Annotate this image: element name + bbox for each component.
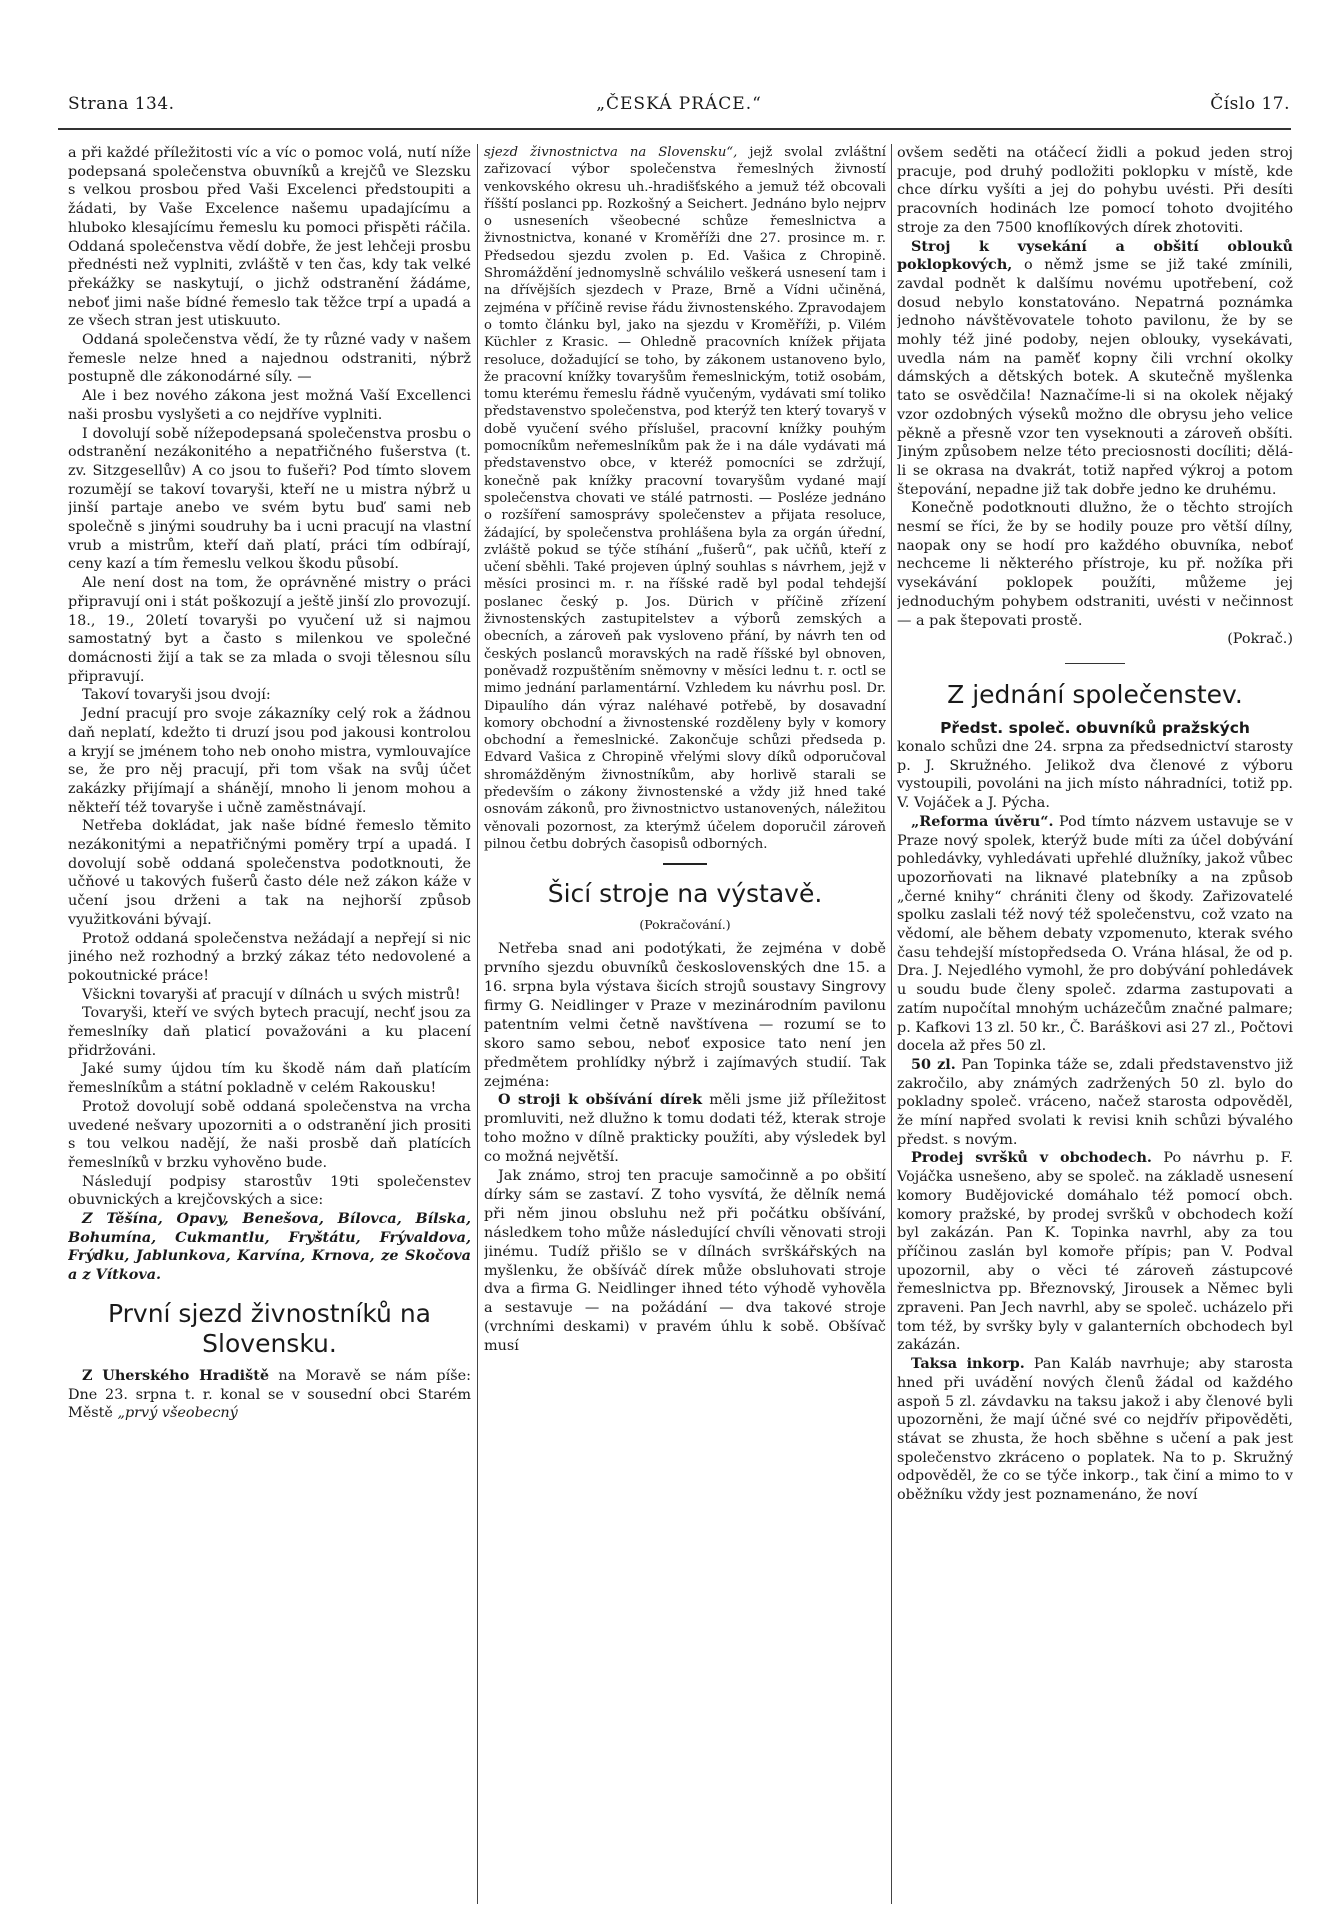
- paragraph: Netřeba snad ani podotýkati, že zejména v době prvního sjezdu obuvníků československých dne 15. a 16. srpna byla výstava šicích strojů soustavy Singrovy firmy G. Neidlinger v Praze v mezinárodním pavilonu patentním velmi četně navštívena — rozumí se to skoro samo sebou, neboť exposice tato není jen předmětem prohlídky nýbrž i zajímavých studií. Tak zejména:: [484, 941, 886, 1090]
- signatures: Z Těšína, Opavy, Benešova, Bílovca, Bílska, Bohumína, Cukmantlu, Fryštátu, Frývaldova, Frýdku, Jablunkova, Karvína, Krnova, ze Skočova a z Vítkova.: [68, 1210, 471, 1284]
- run-in-heading: Prodej svršků v obchodech.: [911, 1149, 1152, 1167]
- page-header: [68, 94, 1290, 122]
- italic-phrase: sjezd živnostnictva na Slovensku“,: [484, 145, 738, 160]
- run-in-heading: O stroji k obšívání dírek: [498, 1091, 703, 1109]
- paragraph: Pod tímto názvem ustavuje se v Praze nový spolek, kterýž bude míti za účel dobývání pohledávky, vyhledávati upřehlé dlužníky, jakož vůbec upozorňovati na liknavé platebníky a na způsob „černé knihy“ chrániti členy od škody. Zařizovatelé spolku zaslali též nový též společenstvu, což vzato na vědomí, ale během debaty vzpomenuto, kterak svého času tehdejší místopředseda O. Vrána hlásal, že od p. Dra. J. Nejedlého vymohl, že pro dobývání pohledávek u soudu bude členy společ. zdarma zastupovati a zatím nupočítal mnohým ucházečům značné palmare; p. Kafkovi 13 zl. 50 kr., Č. Baráškovi asi 27 zl., Počtovi docela až přes 50 zl.: [897, 813, 1293, 1055]
- paragraph: na Moravě se nám píše: Dne 23. srpna t. r. konal se v sousední obci Starém Městě: [68, 1367, 471, 1422]
- run-in-heading: „Reforma úvěru“.: [911, 812, 1054, 830]
- paragraph: Všickni tovaryši ať pracují v dílnách u svých mistrů!: [82, 986, 461, 1003]
- separator: [1065, 663, 1125, 664]
- paragraph: Takoví tovaryši jsou dvojí:: [82, 687, 271, 704]
- paragraph: Protož oddaná společenstva nežádají a nepřejí si nic jiného než rozhodný a brzký zákaz této nedovolené a pokoutnické práce!: [68, 930, 471, 984]
- separator: [663, 863, 707, 865]
- paragraph: Konečně podotknouti dlužno, že o těchto strojích nesmí se říci, že by se hodily pouze pro větší dílny, naopak ony se hodí pro každého obuvníka, neboť nechceme li některého přístroje, ku př. nožíka při vysekávání poklopek použíti, můžeme jej jednoduchým pohybem odstraniti, uvésti v nečinnost — a pak štepovati prostě.: [897, 500, 1293, 629]
- paragraph: Jední pracují pro svoje zákazníky celý rok a žádnou daň neplatí, kdežto ti druzí jsou pod jakousi kontrolou a kryjí se jménem toho neb onoho mistra, vymlouvajíce se, že pro něj pracují, při tom však na svůj účet zakázky přijímají a shánějí, mnoho li jenom mohou a někteří též tovaryše i učně zaměstnávají.: [68, 706, 471, 816]
- paragraph: měli jsme již příležitost promluviti, než dlužno k tomu dodati též, kterak stroje toho možno v dílně prakticky použíti, aby výsledek byl co možná největší.: [484, 1092, 886, 1166]
- paragraph: Oddaná společenstva vědí, že ty různé vady v našem řemesle nelze hned a najednou odstraniti, nýbrž postupně dle zákonodárné síly. —: [68, 332, 471, 386]
- column-3: [897, 144, 1293, 1903]
- paragraph: Pan Kaláb navrhuje; aby starosta hned při uvádění nových členů žádal od každého aspoň 5 zl. závdavku na taksu jakož i aby členové byli upozorněni, že mají účné své co nejdřív připověděti, stávat se zhusta, že hoch sběhne s učení a pak jest společenstvo zkráceno o poplatek. Na to p. Skružný odpověděl, že co se týče inkorp., tak činí a mimo to v oběžníku vždy jest poznamenáno, že noví: [897, 1356, 1293, 1504]
- sub-heading: Předst. společ. obuvníků pražských: [940, 718, 1250, 737]
- paragraph: Protož dovolují sobě oddaná společenstva na vrcha uvedené nešvary upozorniti a o odstranění jich prositi s tou velkou nadějí, že naši prosbě daň platících řemeslníků v brzku vyhověno bude.: [68, 1098, 471, 1171]
- paragraph: Následují podpisy starostův 19ti společenstev obuvnických a krejčovských a sice:: [68, 1173, 471, 1209]
- run-in-heading: Taksa inkorp.: [911, 1355, 1025, 1373]
- journal-title: „ČESKÁ PRÁCE.“: [596, 94, 762, 114]
- page-number: Strana 134.: [68, 94, 175, 114]
- paragraph: Ale i bez nového zákona jest možná Vaší Excellenci naši prosbu vyslyšeti a co nejdříve vyplniti.: [68, 388, 471, 423]
- paragraph: Ale není dost na tom, že oprávněné mistry o práci připravují oni i stát poškozují a ještě jinší zlo provozují. 18., 19., 20letí tovaryši po vyučení už si najmou samostatný byt a často s milenkou ve společné domácnosti žijí a tak se za mlada o svoji tělesnou sílu připravují.: [68, 575, 471, 685]
- column-divider-1: [477, 144, 478, 1904]
- column-divider-2: [891, 144, 892, 1904]
- paragraph: Po návrhu p. F. Vojáčka usnešeno, aby se společ. na základě usnesení komory Budějovické domáhalo též pomocí obch. komory pražské, by prodej svršků v obchodech koží byl zakázán. Pan K. Topinka navrhl, aby za tou příčinou zaslán byl komoře přípis; pan V. Podval upozornil, aby o věci té zároveň zástupcové řemeslnictva pp. Březnovský, Jirousek a Němec byli zpraveni. Pan Jech navrhl, aby se společ. ucházelo při tom též, by svršky byly v galanterních obchodech byl zakázán.: [897, 1150, 1293, 1354]
- paragraph: Jak známo, stroj ten pracuje samočinně a po obšití dírky sám se zastaví. Z toho vysvítá, že dělník nemá při něm jinou obsluhu než při počátku obšívání, následkem toho může následující chvíli věnovati stroji jinému. Tudíž přišlo se v dílnách svrškářských na myšlenku, že obšíváč dírek může obsluhovati stroje dva a firma G. Neidlinger ihned této výhodě vyhověla a sestavuje — na požádání — dva takové stroje (vrchními deskami) v pravém úhlu k sobě. Obšívač musí: [484, 1168, 886, 1355]
- paragraph: I dovolují sobě nížepodepsaná společenstva prosbu o odstranění nezákonitého a nepatřičného fušerstva (t. zv. Sitzgesellův) A co jsou to fušeři? Pod tímto slovem rozumějí se takoví tovaryši, kteří ne u mistra nýbrž u jinší partaje anebo ve svém bytu buď sami neb společně s jinými soudruhy ba i ucni pracují na vlastní vrub a mistrům, kteří daň platí, práci tím odbírají, ceny kazí a tím řemeslu velkou škodu působí.: [68, 425, 471, 573]
- paragraph: Tovaryši, kteří ve svých bytech pracují, nechť jsou za řemeslníky daň platicí považováni a ku placení přidržováni.: [68, 1005, 471, 1059]
- continuation-label: (Pokračování.): [639, 917, 731, 933]
- article-heading: První sjezd živnostníků na Slovensku.: [107, 1298, 432, 1358]
- paragraph: o němž jsme se již také zmínili, zavdal podnět k dalšímu novému upotřebení, což dosud nebylo konstatováno. Nepatrná poznámka jednoho návštěvovatele tohoto pavilonu, že by se mohly též jiné podoby, nejen oblouky, vysekávati, uvedla nám na paměť kopny čili vrchní okolky dámských a dětských botek. A skutečně myšlenka tato se osvědčila! Naznačíme-li si na okolek nějaký vzor ozdobných výseků možno dle obrysu jeho velice pěkně a přesně vzor ten vyseknouti a zároveň obšíti. Jiným způsobem nelze této preciosnosti docíliti; dělá-li se okrasa na dvakrát, totiž napřed výkroj a potom štepování, nepadne již tak dobře jedno ke druhému.: [897, 257, 1293, 498]
- paragraph: Pan Topinka táže se, zdali představenstvo již zakročilo, aby známých zadržených 50 zl. bylo do pokladny společ. vráceno, načež starosta odpověděl, že míní napřed svolati k revisi knih schůzi bývalého předst. s novým.: [897, 1056, 1293, 1148]
- paragraph: Jaké sumy újdou tím ku škodě nám daň platícím řemeslníkům a státní pokladně v celém Rakousku!: [68, 1061, 471, 1097]
- paragraph: ovšem seděti na otáčecí židli a pokud jeden stroj pracuje, pod druhý podložiti poklopku v místě, kde chce dírku vyšíti a jej do pohybu uvésti. Při desíti pracovních hodinách lze pomocí tohoto dvojitého stroje za den 7500 knoflíkových dírek zhotoviti.: [897, 145, 1293, 236]
- article-heading: Šicí stroje na výstavě.: [547, 879, 823, 909]
- italic-phrase: „prvý všeobecný: [117, 1405, 238, 1422]
- column-1: [68, 144, 471, 1903]
- article-body: [484, 940, 886, 1356]
- dateline: Z Uherského Hradiště: [82, 1366, 270, 1384]
- column-2: [484, 144, 886, 1903]
- paragraph: a při každé příležitosti víc a víc o pomoc volá, nutí níže podepsaná společenstva obuvníků a krejčů ve Slezsku s velkou prosbou před Vaši Excelenci předstoupiti a žádati, by Vaše Excelence našemu upadajícímu a hluboko klesajícímu řemeslu ku pomoci přispěti ráčila. Oddaná společenstva vědí dobře, že jest lehčeji prosbu přednésti než vyplniti, zvláště v ten čas, kdy tak velké překážky se naskytují, o jichž odstranění žádáme, neboť jimi naše bídné řemeslo tak těžce trpí a upadá a ze všech stran jest utiskuuto.: [68, 145, 471, 330]
- header-rule: [58, 128, 1291, 130]
- run-in-heading: Stroj k vysekání a obšití oblouků poklopkových,: [897, 237, 1293, 274]
- section-heading: Z jednání společenstev.: [947, 679, 1243, 709]
- paragraph: jejž svolal zvláštní zařizovací výbor společenstva řemeslných živností venkovského okresu uh.-hradišťského a jemuž též obcovali říšští poslanci pp. Rozkošný a Seichert. Jednáno bylo nejprv o usneseních všeobecné schůze řemeslnictva a živnostnictva, konané v Kroměříži dne 27. prosince m. r. Předsedou sjezdu zvolen p. Ed. Vašica z Chropině. Shromáždění jednomyslně schválilo veškerá usnesení tam i na dřívějších sjezdech v Praze, Brně a Vídni učiněná, zejména v příčině revise řádu živnostenského. Zpravodajem o tomto článku byl, jako na sjezdu v Kroměříži, p. Vilém Küchler z Krasic. — Ohledně pracovních knížek přijata resoluce, dožadující se toho, by zákonem ustanoveno bylo, že pracovní knížky tovaryšům řemeslnickým, totiž osobám, tomu kterému řemeslu řádně vyučeným, vydávati smí toliko představenstvo společenstva, pod kterýž ten který tovaryš v době vyučení svého příslušel, pracovní knížky pouhým pomocníkům neřemeslníkům pak že i na dále vydávati má představenstvo obce, v kteréž pomocníci se zdržují, konečně pak knížky pracovní tovaryšům vydané mají společenstva chovati ve stálé patrnosti. — Posléze jednáno o rozšíření samosprávy společenstev a přijata resoluce, žádající, by společenstva prohlášena byla za orgán úřední, zvláště pokud se týče stíhání „fušerů“, pak učňů, kteří z učení sběhli. Také projeven úplný souhlas s návrhem, jejž v měsíci prosinci m. r. na říšské radě byl podal tehdejší poslanec český p. Jos. Dürich v příčině zřízení živnostenských zastupitelstev a výborů zemských a obecních, a zároveň pak vysloveno přání, by návrh ten od českých poslanců moravských na radě říšské byl obnoven, poněvadž rozpuštěním sněmovny v měsíci lednu t. r. octl se mimo jednání parlamentární. Vzhledem ku návrhu posl. Dr. Dipaulího dán výraz naléhavé potřebě, by dosavadní komory obchodní a živnostenské rozděleny byly v komory obchodní a řemeslnické. Zakončuje schůzi předseda p. Edvard Vašica z Chropině vřelými slovy díků odporučoval shromážděným živnostníkům, aby horlivě starali se především o zákony živnostenské a vždy již hned také osnovám zákonů, pro živnostnictvo ustanovených, náležitou věnovali pozornost, za kterýmž účelem doporučil zároveň pilnou četbu dobrých časopisů odborných.: [484, 145, 886, 852]
- issue-number: Číslo 17.: [1210, 94, 1290, 114]
- run-in-heading: 50 zl.: [911, 1055, 956, 1073]
- paragraph: konalo schůzi dne 24. srpna za předsednictví starosty p. J. Skružného. Jelikož dva členové z výboru vystoupili, povoláni na jich místo náhradníci, totiž pp. V. Vojáček a J. Pýcha.: [897, 738, 1293, 812]
- paragraph: Netřeba dokládat, jak naše bídné řemeslo těmito nezákonitými a nepatřičnými poměry trpí a upadá. I dovolují sobě oddaná společenstva podotknouti, že učňové u takových fušerů často déle než zákon káže v učení jsou drženi a tak na nejhorší způsob využitkováni bývají.: [68, 818, 471, 928]
- continuation-note: (Pokrač.): [1227, 631, 1293, 648]
